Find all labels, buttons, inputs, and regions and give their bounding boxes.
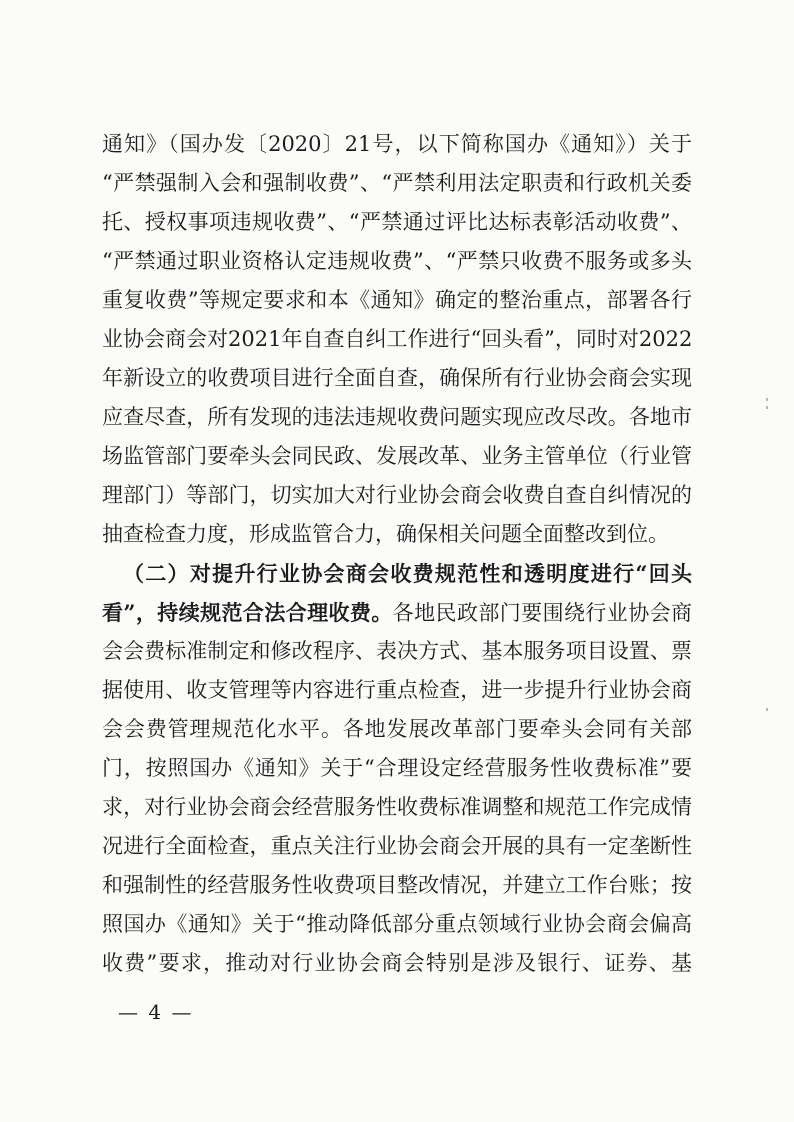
scan-mark [766, 708, 768, 711]
text-line: 门，按照国办《通知》关于“合理设定经营服务性收费标准”要 [102, 756, 692, 780]
text-line: 和强制性的经营服务性收费项目整改情况，并建立工作台账；按 [102, 873, 692, 897]
text-line: 应查尽查，所有发现的违法违规收费问题实现应改尽改。各地市 [102, 405, 692, 429]
section-heading-rest: 各地民政部门要围绕行业协会商 [392, 601, 693, 625]
text-line: 求，对行业协会商会经营服务性收费标准调整和规范工作完成情 [102, 795, 692, 819]
text-line: 业协会商会对2021年自查自纠工作进行“回头看”，同时对2022 [102, 327, 693, 351]
text-line: 通知》（国办发〔2020〕21号，以下简称国办《通知》）关于 [102, 132, 692, 156]
text-line: 收费”要求，推动对行业协会商会特别是涉及银行、证券、基 [102, 951, 692, 975]
text-line: 场监管部门要牵头会同民政、发展改革、业务主管单位（行业管 [102, 444, 692, 468]
text-line: 托、授权事项违规收费”、“严禁通过评比达标表彰活动收费”、 [102, 210, 692, 234]
text-line: 据使用、收支管理等内容进行重点检查，进一步提升行业协会商 [102, 678, 692, 702]
text-line: “严禁通过职业资格认定违规收费”、“严禁只收费不服务或多头 [102, 249, 692, 273]
text-line: 抽查检查力度，形成监管合力，确保相关问题全面整改到位。 [102, 522, 669, 546]
text-line: 重复收费”等规定要求和本《通知》确定的整治重点，部署各行 [102, 288, 692, 312]
text-line: 理部门）等部门，切实加大对行业协会商会收费自查自纠情况的 [102, 483, 692, 507]
section-heading-line [102, 593, 692, 632]
body-text [102, 125, 692, 983]
page-number: — 4 — [118, 1000, 194, 1024]
text-line: 照国办《通知》关于“推动降低部分重点领域行业协会商会偏高 [102, 912, 692, 936]
text-line: 会会费管理规范化水平。各地发展改革部门要牵头会同有关部 [102, 717, 692, 741]
text-line: 会会费标准制定和修改程序、表决方式、基本服务项目设置、票 [102, 639, 692, 663]
text-line: 况进行全面检查，重点关注行业协会商会开展的具有一定垄断性 [102, 834, 692, 858]
text-line: “严禁强制入会和强制收费”、“严禁利用法定职责和行政机关委 [102, 171, 692, 195]
scan-mark [766, 406, 768, 409]
section-heading-bold: 看”，持续规范合法合理收费。 [102, 600, 393, 625]
section-heading: （二）对提升行业协会商会收费规范性和透明度进行“回头 [123, 561, 692, 586]
text-line: 年新设立的收费项目进行全面自查，确保所有行业协会商会实现 [102, 366, 692, 390]
scan-mark [766, 398, 768, 401]
